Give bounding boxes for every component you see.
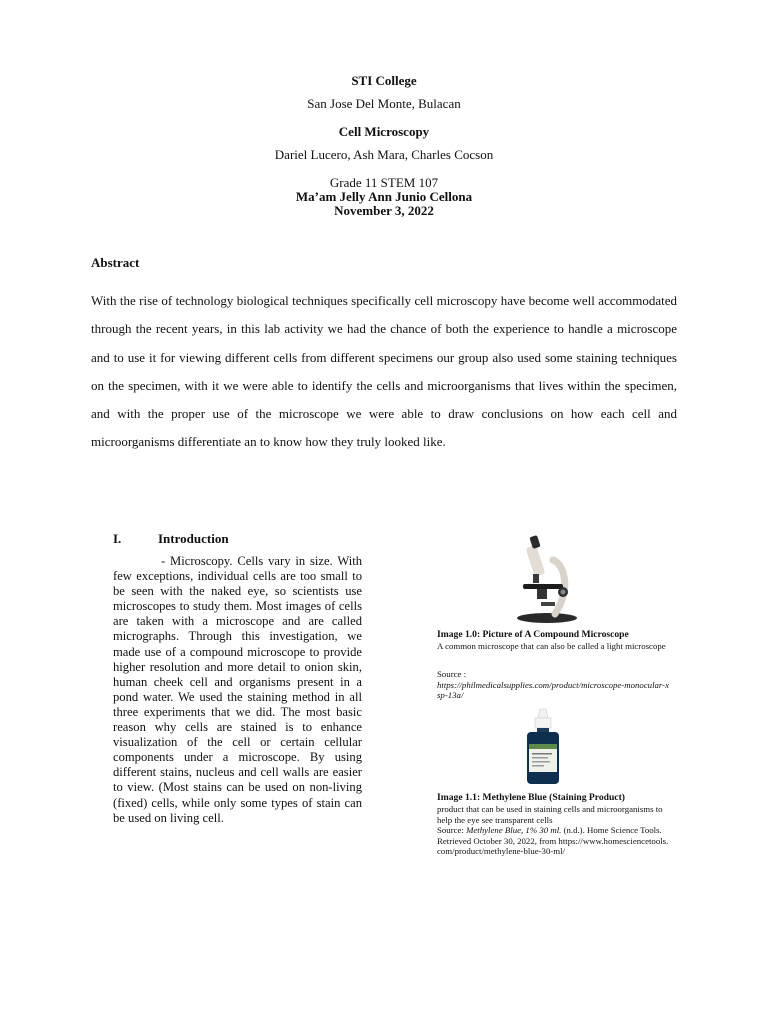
figure-1-description: A common microscope that can also be called a light microscope: [437, 641, 666, 651]
section-number: I.: [113, 531, 122, 546]
figure-2-description: product that can be used in staining cells and microorganisms to help the eye see transparent cells: [437, 804, 663, 825]
figure-2-source: [437, 825, 672, 857]
school-location: San Jose Del Monte, Bulacan: [307, 96, 461, 111]
stain-bottle-icon: [521, 708, 565, 786]
school-name: STI College: [351, 73, 417, 88]
figure-1-title: Image 1.0: Picture of A Compound Microscope: [437, 629, 629, 640]
figure-2-source-detail: (n.d.). Home Science Tools. Retrieved October 30, 2022, from: [437, 825, 662, 846]
section-title: Introduction: [158, 531, 229, 546]
paper-date: November 3, 2022: [334, 203, 434, 218]
teacher-name: Ma’am Jelly Ann Junio Cellona: [295, 189, 473, 204]
introduction-body: - Microscopy. Cells vary in size. With few exceptions, individual cells are too small to be seen with the naked eye, so scientists use microscopes to study them. Most images of cells are taken with a microscope and are called micrographs. Through this investigation, we made use of a compound microscope to provide higher resolution and more detail to onion skin, human cheek cell and organisms present in a pond water. We used the staining method in all three experiments that we did. The most basic reason why cells are stained is to enhance visualization of the cell or certain cellular components under a microscope. By using different stains, nucleus and cell walls are easier to view. (Most stains can be used on non-living (fixed) cells, while only some types of stain can be used on living cell.: [113, 554, 362, 825]
abstract-heading: Abstract: [91, 255, 140, 270]
authors: Dariel Lucero, Ash Mara, Charles Cocson: [274, 147, 494, 162]
figure-2-source-prefix: Source:: [437, 825, 467, 835]
introduction-heading: [113, 531, 229, 547]
figure-1-source: [437, 669, 672, 701]
figure-2-source-link[interactable]: https://www.homesciencetools.com/product/methylene-blue-30-ml/: [437, 835, 669, 857]
figure-1-source-label: Source :: [437, 669, 467, 679]
figure-2-title: Image 1.1: Methylene Blue (Staining Product): [437, 792, 625, 803]
abstract-body: With the rise of technology biological techniques specifically cell microscopy have become well accommodated through the recent years, in this lab activity we had the chance of both the experience to handle a microscope and to use it for viewing different cells from different specimens our group also used some staining techniques on the specimen, with it we were able to identify the cells and microorganisms that lives within the specimen, and with the proper use of the microscope we were able to draw conclusions on how each cell and microorganisms differentiate an to know how they truly looked like.: [91, 293, 677, 450]
microscope-icon: [497, 532, 591, 624]
paper-title: Cell Microscopy: [338, 124, 430, 139]
figure-2-source-title: Methylene Blue, 1% 30 ml.: [466, 825, 562, 835]
figure-1-source-link[interactable]: https://philmedicalsupplies.com/product/microscope-monocular-xsp-13a/: [437, 679, 670, 701]
grade-section: Grade 11 STEM 107: [329, 175, 439, 190]
